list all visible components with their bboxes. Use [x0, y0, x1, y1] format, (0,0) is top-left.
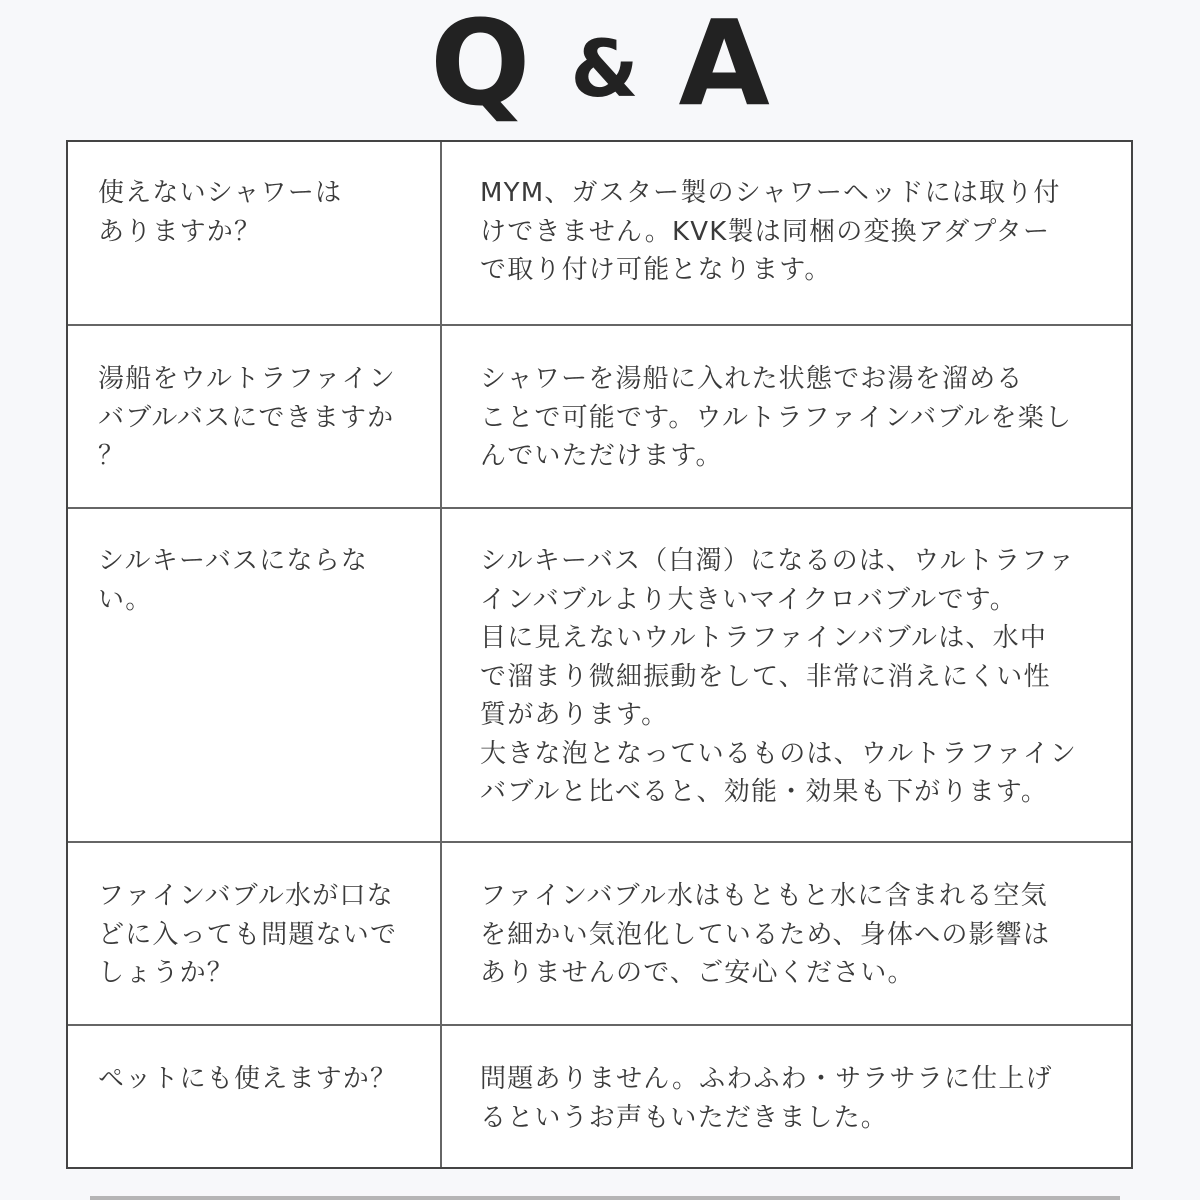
question-cell: ペットにも使えますか？: [98, 1064, 398, 1094]
answer-cell: シルキーバス（白濁）になるのは、ウルトラファ インバブルより大きいマイクロバブルです。 目に見えないウルトラファインバブルは、水中 で溜まり微細振動をして、非常に消えにくい性 質があります。 大きな泡となっているものは、ウルトラファイン バブルと比べると、効能・効果も下がります。: [480, 546, 1078, 807]
question-cell: 湯船をウルトラファイン バブルバスにできますか ？: [98, 364, 396, 471]
column-divider: [440, 142, 442, 326]
page-title: [0, 0, 1200, 132]
answer-cell: 問題ありません。ふわふわ・サラサラに仕上げ るというお声もいただきました。: [480, 1064, 1053, 1133]
qa-row: [68, 142, 1131, 326]
qa-row: [68, 324, 1131, 509]
column-divider: [440, 843, 442, 1026]
qa-row: [68, 1024, 1131, 1167]
column-divider: [440, 1026, 442, 1167]
answer-cell: シャワーを湯船に入れた状態でお湯を溜める ことで可能です。ウルトラファインバブルを楽し んでいただけます。: [480, 364, 1073, 471]
title-a: A: [678, 0, 770, 132]
bottom-divider: [90, 1196, 1120, 1200]
qa-row: [68, 841, 1131, 1026]
question-cell: 使えないシャワーは ありますか？: [98, 178, 343, 247]
column-divider: [440, 326, 442, 509]
qa-table: [66, 140, 1133, 1169]
answer-cell: MYM、ガスター製のシャワーヘッドには取り付 けできません。KVK製は同梱の変換アダプター で取り付け可能となります。: [480, 178, 1061, 285]
column-divider: [440, 509, 442, 843]
title-ampersand: &: [570, 24, 639, 115]
question-cell: ファインバブル水が口な どに入っても問題ないで しょうか？: [98, 881, 398, 988]
question-cell: シルキーバスにならな い。: [98, 546, 369, 615]
answer-cell: ファインバブル水はもともと水に含まれる空気 を細かい気泡化しているため、身体への影響は ありませんので、ご安心ください。: [480, 881, 1051, 988]
qa-row: [68, 507, 1131, 843]
title-q: Q: [430, 0, 531, 132]
